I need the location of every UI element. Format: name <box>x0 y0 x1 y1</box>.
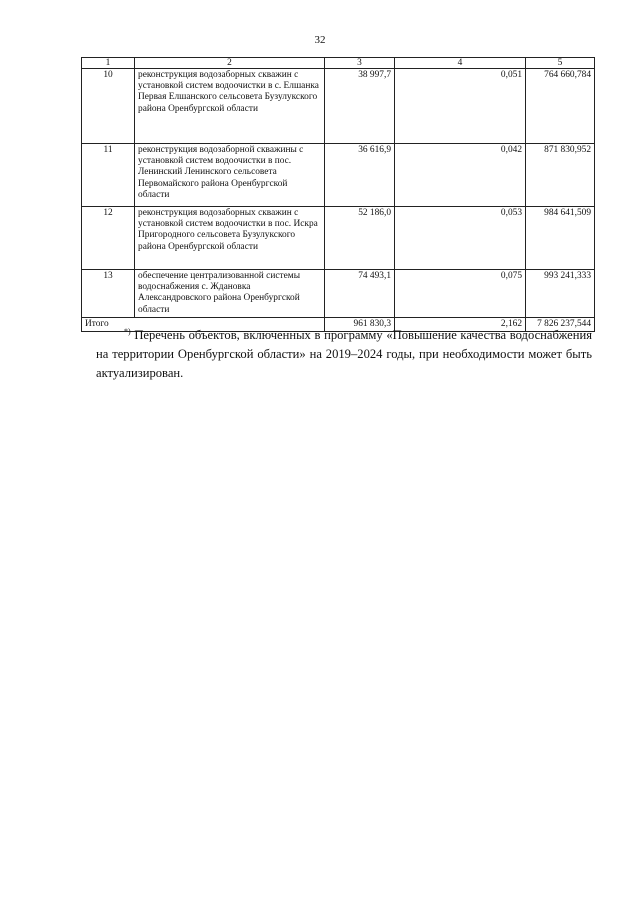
object-description: реконструкция водозаборной скважины с установкой систем водоочистки в пос. Ленинский Ленинского сельсовета Первомайского района Оренбургской области <box>135 144 325 207</box>
total-col5: 7 826 237,544 <box>526 317 595 331</box>
object-description: реконструкция водозаборных скважин с установкой систем водоочистки в с. Елшанка Первая Елшанского сельсовета Бузулукского района Оренбургской области <box>135 69 325 144</box>
row-number: 12 <box>82 207 135 270</box>
column-number: 2 <box>135 58 325 69</box>
cell-col3: 38 997,7 <box>325 69 395 144</box>
cell-col4: 0,075 <box>395 270 526 318</box>
total-col4: 2,162 <box>395 317 526 331</box>
total-col3: 961 830,3 <box>325 317 395 331</box>
objects-table <box>81 57 595 332</box>
cell-col4: 0,051 <box>395 69 526 144</box>
footnote-text: Перечень объектов, включенных в программу «Повышение качества водоснабжения на территории Оренбургской области» на 2019–2024 годы, при необходимости может быть актуализирован. <box>96 328 592 380</box>
total-label: Итого <box>82 317 325 331</box>
row-number: 11 <box>82 144 135 207</box>
cell-col4: 0,042 <box>395 144 526 207</box>
cell-col5: 764 660,784 <box>526 69 595 144</box>
cell-col4: 0,053 <box>395 207 526 270</box>
table-row <box>82 144 595 207</box>
column-number: 3 <box>325 58 395 69</box>
cell-col3: 52 186,0 <box>325 207 395 270</box>
cell-col5: 871 830,952 <box>526 144 595 207</box>
table-header-row <box>82 58 595 69</box>
cell-col5: 993 241,333 <box>526 270 595 318</box>
table-row <box>82 207 595 270</box>
row-number: 13 <box>82 270 135 318</box>
column-number: 1 <box>82 58 135 69</box>
object-description: обеспечение централизованной системы водоснабжения с. Ждановка Александровского района Оренбургской области <box>135 270 325 318</box>
footnote <box>96 326 592 383</box>
column-number: 4 <box>395 58 526 69</box>
table-row <box>82 69 595 144</box>
table-row <box>82 270 595 318</box>
row-number: 10 <box>82 69 135 144</box>
cell-col3: 74 493,1 <box>325 270 395 318</box>
footnote-marker: *) <box>124 326 131 336</box>
page-number: 32 <box>314 34 326 46</box>
object-description: реконструкция водозаборных скважин с установкой систем водоочистки в пос. Искра Пригородного сельсовета Бузулукского района Оренбургской области <box>135 207 325 270</box>
column-number: 5 <box>526 58 595 69</box>
cell-col3: 36 616,9 <box>325 144 395 207</box>
cell-col5: 984 641,509 <box>526 207 595 270</box>
